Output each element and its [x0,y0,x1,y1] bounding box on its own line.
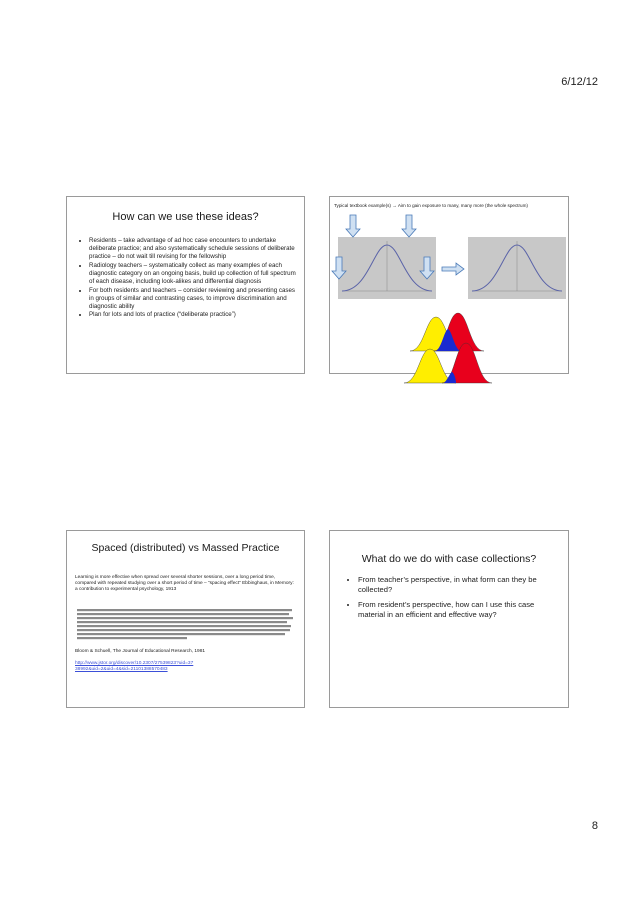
page-number: 8 [591,820,598,832]
list-item: • For both residents and teachers – consider reviewing and presenting cases in groups of similar and contrasting cases, to improve discrimination and diagnostic ability [89,287,296,311]
slide-case-collections [329,530,569,708]
body-paragraph: Learning is more effective when spread over several shorter sessions, over a long period time, compared with repeated studying over a short period of time – “spacing effect” Ebbinghaus, in Memory: a contribution to experimental psychology, 1913 [75,575,294,593]
down-arrow-icon [346,215,360,237]
down-arrow-icon [420,257,434,279]
citation: Bloom & Schuell, The Journal of Educational Research, 1981 [75,649,206,654]
right-arrow-icon [442,263,464,275]
figure-caption: Typical textbook example(s) → Aim to gain exposure to many, many more (the whole spectrum) [334,203,528,208]
list-item: • Residents – take advantage of ad hoc case encounters to undertake deliberate practice; and also systematically schedule sessions of deliberate practice – do not wait till revising for the fellowship [89,237,296,261]
list-item: • Plan for lots and lots of practice (“deliberate practice”) [89,311,296,319]
down-arrow-icon [332,257,346,279]
list-item: • Radiology teachers – systematically collect as many examples of each diagnostic category on an ongoing basis, build up collection of full spectrum of each disease, including look-alikes and differential diagnosis [89,262,296,286]
slide-spectrum-figure [329,196,569,374]
list-item: • From resident’s perspective, how can I use this case material in an efficient and effective way? [358,600,556,621]
down-arrow-icon [402,215,416,237]
slide-title: How can we use these ideas? [112,211,259,223]
article-excerpt-image [77,607,296,643]
slide-how-use-ideas [66,196,305,374]
slide-spaced-practice [66,530,305,708]
bullet-list [346,575,556,625]
list-item: • From teacher’s perspective, in what form can they be collected? [358,575,556,596]
slide-title: Spaced (distributed) vs Massed Practice [91,542,280,554]
jstor-link[interactable]: http://www.jstor.org/discover/10.2307/27539823?uid=3738992&uid=2&uid=4&sid=21101388570483 [75,661,194,673]
overlap-distribution-bottom [402,339,492,389]
header-date: 6/12/12 [561,76,598,88]
slide-title: What do we do with case collections? [361,553,537,565]
bullet-list [75,237,296,320]
